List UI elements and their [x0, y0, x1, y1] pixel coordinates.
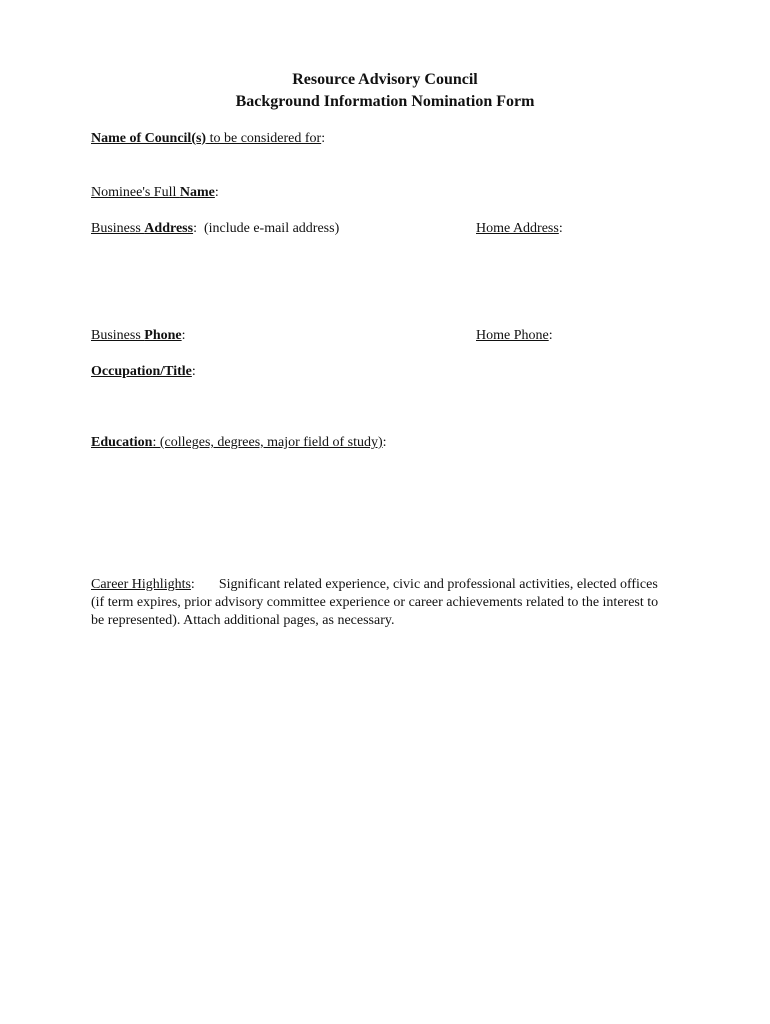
home-address-colon: :: [558, 221, 563, 236]
career-label: Career Highlights: [91, 577, 191, 592]
nominee-field-label: [91, 184, 219, 202]
business-address-colon: :: [193, 221, 197, 236]
career-description: Significant related experience, civic and professional activities, elected offices (if term expires, prior advisory committee experience or career achievements related to the interest to be represented). Attach additional pages, as necessary.: [91, 577, 659, 628]
education-label-underlined: [91, 435, 383, 450]
nominee-label-pre: Nominee's Full: [91, 185, 180, 200]
home-address-label: [476, 220, 563, 238]
home-address-underlined: Home Address: [476, 221, 559, 236]
nominee-colon: :: [214, 185, 219, 200]
business-address-pre: Business: [91, 221, 145, 236]
council-field-label: [91, 130, 325, 148]
occupation-colon: :: [191, 364, 196, 379]
business-address-note: (include e-mail address): [196, 221, 340, 236]
home-phone-underlined: Home Phone: [476, 328, 549, 343]
education-label: [91, 434, 387, 452]
business-address-underlined: [91, 221, 193, 236]
council-colon: :: [321, 131, 326, 146]
business-address-bold: Address: [144, 221, 194, 236]
form-title-line2: Background Information Nomination Form: [235, 93, 535, 110]
council-label-bold: Name of Council(s): [91, 131, 207, 146]
education-label-bold: Education: [91, 435, 153, 450]
business-phone-bold: Phone: [144, 328, 182, 343]
career-colon: :: [190, 577, 195, 592]
business-phone-pre: Business: [91, 328, 145, 343]
business-phone-colon: :: [181, 328, 186, 343]
council-label-rest: to be considered for: [206, 131, 322, 146]
business-phone-label: [91, 327, 186, 345]
business-phone-underlined: [91, 328, 182, 343]
career-label-group: [91, 577, 195, 592]
occupation-label: [91, 363, 196, 381]
education-label-rest: : (colleges, degrees, major field of study): [152, 435, 383, 450]
career-highlights-paragraph: [91, 576, 671, 630]
education-colon: :: [382, 435, 387, 450]
form-title-line1: Resource Advisory Council: [292, 71, 478, 88]
nominee-label-underlined: [91, 185, 215, 200]
council-label-underlined: [91, 131, 321, 146]
nominee-label-bold: Name: [179, 185, 215, 200]
home-phone-label: [476, 327, 553, 345]
business-address-label: [91, 220, 339, 238]
occupation-label-text: Occupation/Title: [91, 364, 192, 379]
home-phone-colon: :: [548, 328, 553, 343]
